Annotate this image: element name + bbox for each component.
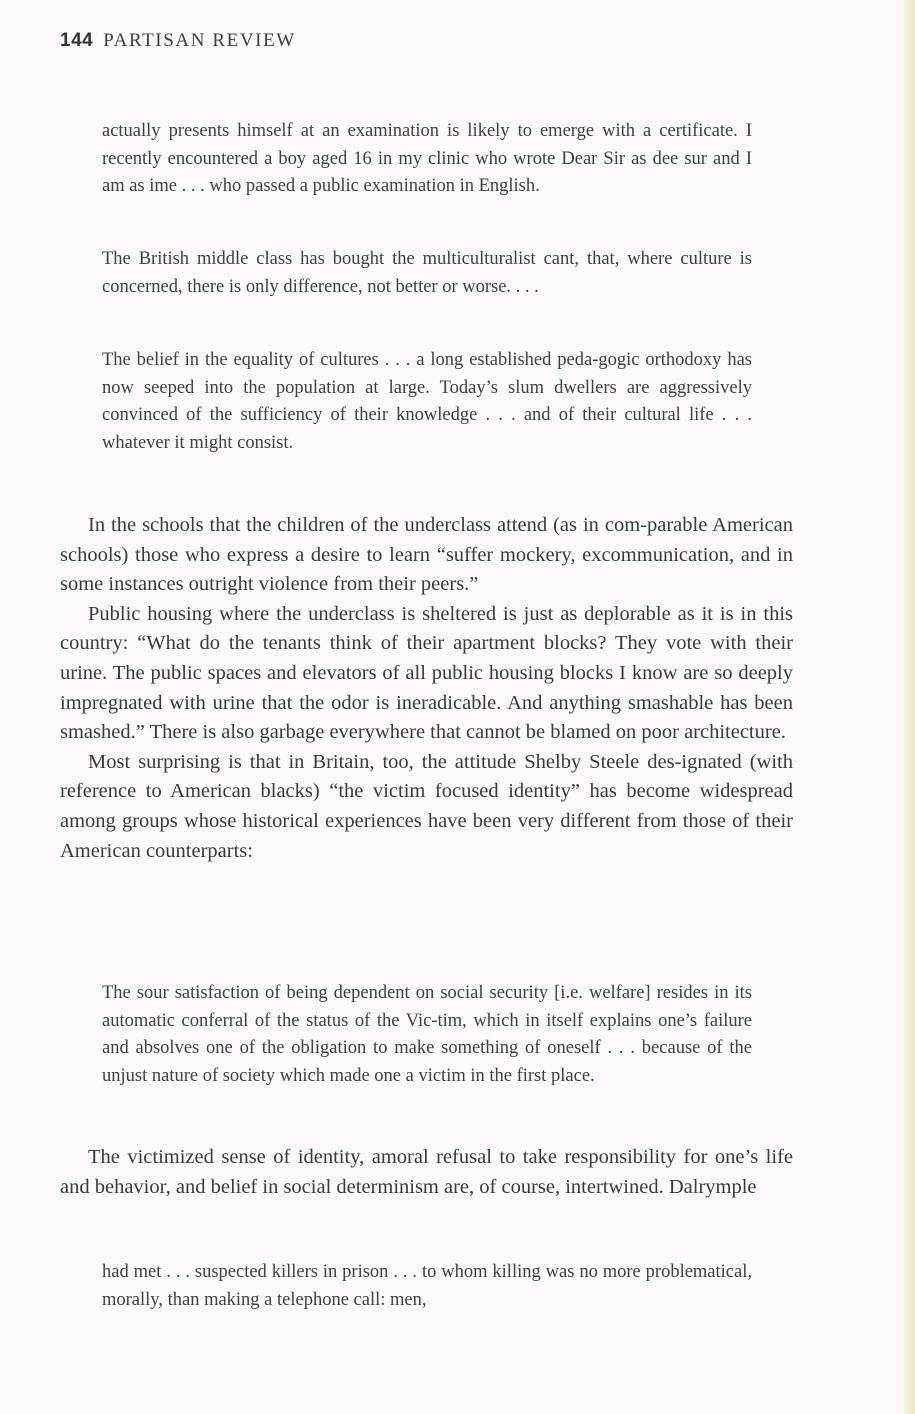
page-number: 144: [60, 30, 94, 51]
body-paragraph: The victimized sense of identity, amoral refusal to take responsibility for one’s life and behavior, and belief in social determinism are, of course, intertwined. Dalrymple: [60, 1146, 793, 1198]
running-header: [60, 30, 296, 52]
quote-paragraph: The sour satisfaction of being dependent on social security [i.e. welfare] resides in its automatic conferral of the status of the Vic-tim, which in itself explains one’s failure and absolves one of the obligation to make something of oneself . . . because of the unjust nature of society which made one a victim in the first place.: [102, 983, 752, 1086]
body-paragraph: Most surprising is that in Britain, too, the attitude Shelby Steele des-ignated (with reference to American blacks) “the victim focused identity” has become widespread among groups whose historical experiences have been very different from those of their American counterparts:: [60, 750, 793, 862]
quote-paragraph: actually presents himself at an examination is likely to emerge with a certificate. I recently encountered a boy aged 16 in my clinic who wrote Dear Sir as dee sur and I am as ime . . . who passed a public examination in English.: [102, 121, 752, 196]
body-paragraph: In the schools that the children of the underclass attend (as in com-parable American schools) those who express a desire to learn “suffer mockery, excommunication, and in some instances outright violence from their peers.”: [60, 514, 793, 596]
body-section-1: [60, 511, 793, 866]
block-quote-1: [102, 118, 752, 201]
page-edge-shadow: [901, 0, 915, 1414]
body-section-2: [60, 1143, 793, 1202]
block-quote-5: [102, 1259, 752, 1314]
quote-paragraph: had met . . . suspected killers in prison . . . to whom killing was no more problematical, morally, than making a telephone call: men,: [102, 1262, 752, 1310]
quote-paragraph: The British middle class has bought the multiculturalist cant, that, where culture is concerned, there is only difference, not better or worse. . . .: [102, 249, 752, 297]
block-quote-4: [102, 980, 752, 1090]
journal-title: PARTISAN REVIEW: [103, 30, 296, 51]
body-paragraph: Public housing where the underclass is sheltered is just as deplorable as it is in this country: “What do the tenants think of their apartment blocks? They vote with their urine. The public spaces and elevators of all public housing blocks I know are so deeply impregnated with urine that the odor is ineradicable. And anything smashable has been smashed.” There is also garbage everywhere that cannot be blamed on poor architecture.: [60, 602, 793, 744]
block-quote-2: [102, 246, 752, 301]
block-quote-3: [102, 347, 752, 457]
quote-paragraph: The belief in the equality of cultures . . . a long established peda-gogic orthodoxy has now seeped into the population at large. Today’s slum dwellers are aggressively convinced of the sufficiency of their knowledge . . . and of their cultural life . . . whatever it might consist.: [102, 350, 752, 453]
